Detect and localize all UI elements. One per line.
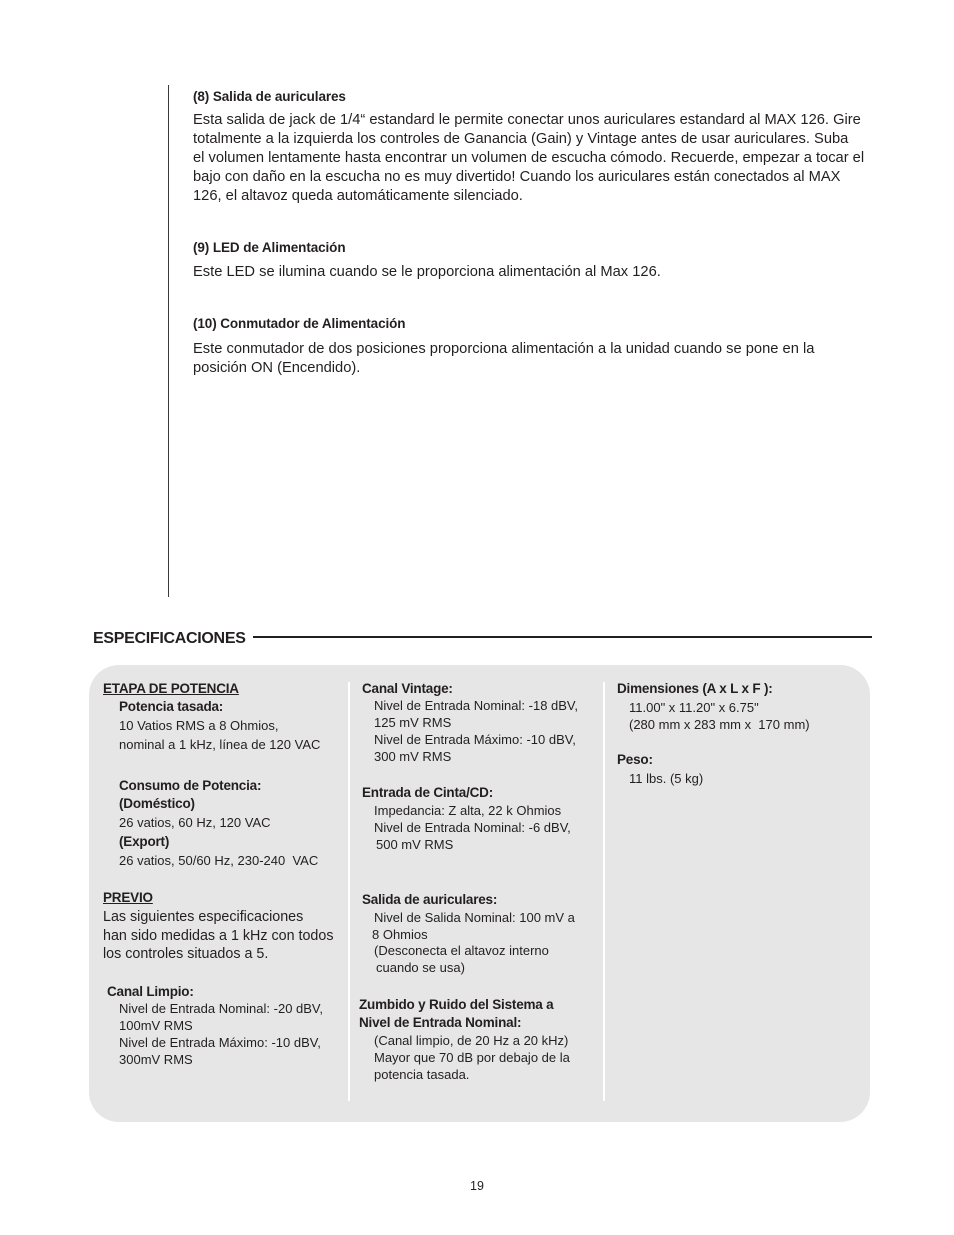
hum-noise-label: Nivel de Entrada Nominal: xyxy=(359,1015,522,1030)
section-paragraph xyxy=(193,340,814,378)
specifications-title: ESPECIFICACIONES xyxy=(93,630,246,647)
paragraph-line: posición ON (Encendido). xyxy=(193,360,361,376)
clean-channel-value: 300mV RMS xyxy=(119,1052,193,1067)
page-number: 19 xyxy=(470,1179,484,1193)
headphone-output-label: Salida de auriculares: xyxy=(362,892,498,907)
headphone-output-value: 8 Ohmios xyxy=(372,927,428,942)
preamp-intro-line: han sido medidas a 1 kHz con todos xyxy=(103,928,334,944)
dimensions-value: (280 mm x 283 mm x 170 mm) xyxy=(629,717,810,732)
vintage-channel-value: 125 mV RMS xyxy=(374,715,452,730)
preamp-intro-line: los controles situados a 5. xyxy=(103,946,269,962)
tape-cd-input-value: Impedancia: Z alta, 22 k Ohmios xyxy=(374,803,562,818)
clean-channel-value: 100mV RMS xyxy=(119,1018,193,1033)
preamp-title: PREVIO xyxy=(103,890,153,905)
hum-noise-value: Mayor que 70 dB por debajo de la xyxy=(374,1050,570,1065)
export-label: (Export) xyxy=(119,834,170,849)
dimensions-label: Dimensiones (A x L x F ): xyxy=(617,681,773,696)
rated-power-value: 10 Vatios RMS a 8 Ohmios, xyxy=(119,718,279,733)
paragraph-line: el volumen lentamente hasta encontrar un volumen de escucha cómodo. Recuerde, empezar a tocar el xyxy=(193,150,865,166)
weight-label: Peso: xyxy=(617,752,653,767)
section-paragraph xyxy=(193,263,661,282)
paragraph-line: Este conmutador de dos posiciones proporciona alimentación a la unidad cuando se pone en la xyxy=(193,341,815,357)
paragraph-line: 126, el altavoz queda automáticamente silenciado. xyxy=(193,188,523,204)
headphone-output-value: (Desconecta el altavoz interno xyxy=(374,943,549,958)
paragraph-line: totalmente a la izquierda los controles de Ganancia (Gain) y Vintage antes de usar auriculares. Suba xyxy=(193,131,849,147)
headphone-output-value: cuando se usa) xyxy=(376,960,465,975)
paragraph-line: bajo con daño en la escucha no es muy divertido! Cuando los auriculares están conectados al MAX xyxy=(193,169,841,185)
dimensions-value: 11.00" x 11.20" x 6.75" xyxy=(629,700,759,715)
vintage-channel-value: Nivel de Entrada Nominal: -18 dBV, xyxy=(374,698,579,713)
column-divider xyxy=(603,682,605,1101)
rated-power-value: nominal a 1 kHz, línea de 120 VAC xyxy=(119,737,321,752)
section-heading: (8) Salida de auriculares xyxy=(193,89,346,104)
paragraph-line: Esta salida de jack de 1/4“ estandard le permite conectar unos auriculares estandard al MAX 126. Gire xyxy=(193,112,861,128)
specifications-title-rule xyxy=(253,636,872,638)
tape-cd-input-value: Nivel de Entrada Nominal: -6 dBV, xyxy=(374,820,571,835)
hum-noise-value: potencia tasada. xyxy=(374,1067,470,1082)
paragraph-line: Este LED se ilumina cuando se le proporciona alimentación al Max 126. xyxy=(193,264,661,280)
clean-channel-label: Canal Limpio: xyxy=(107,984,194,999)
section-heading: (10) Conmutador de Alimentación xyxy=(193,316,406,331)
vintage-channel-value: 300 mV RMS xyxy=(374,749,452,764)
domestic-value: 26 vatios, 60 Hz, 120 VAC xyxy=(119,815,271,830)
vintage-channel-value: Nivel de Entrada Máximo: -10 dBV, xyxy=(374,732,576,747)
clean-channel-value: Nivel de Entrada Máximo: -10 dBV, xyxy=(119,1035,321,1050)
rated-power-label: Potencia tasada: xyxy=(119,699,224,714)
weight-value: 11 lbs. (5 kg) xyxy=(629,771,704,786)
headphone-output-value: Nivel de Salida Nominal: 100 mV a xyxy=(374,910,575,925)
preamp-intro-line: Las siguientes especificaciones xyxy=(103,909,304,925)
power-consumption-label: Consumo de Potencia: xyxy=(119,778,262,793)
section-paragraph xyxy=(193,111,864,206)
domestic-label: (Doméstico) xyxy=(119,796,195,811)
export-value: 26 vatios, 50/60 Hz, 230-240 VAC xyxy=(119,853,319,868)
vintage-channel-label: Canal Vintage: xyxy=(362,681,453,696)
hum-noise-label: Zumbido y Ruido del Sistema a xyxy=(359,997,554,1012)
hum-noise-value: (Canal limpio, de 20 Hz a 20 kHz) xyxy=(374,1033,569,1048)
clean-channel-value: Nivel de Entrada Nominal: -20 dBV, xyxy=(119,1001,324,1016)
tape-cd-input-label: Entrada de Cinta/CD: xyxy=(362,785,494,800)
section-heading: (9) LED de Alimentación xyxy=(193,240,346,255)
tape-cd-input-value: 500 mV RMS xyxy=(376,837,454,852)
power-stage-title: ETAPA DE POTENCIA xyxy=(103,681,239,696)
left-margin-rule xyxy=(168,85,169,597)
column-divider xyxy=(348,682,350,1101)
